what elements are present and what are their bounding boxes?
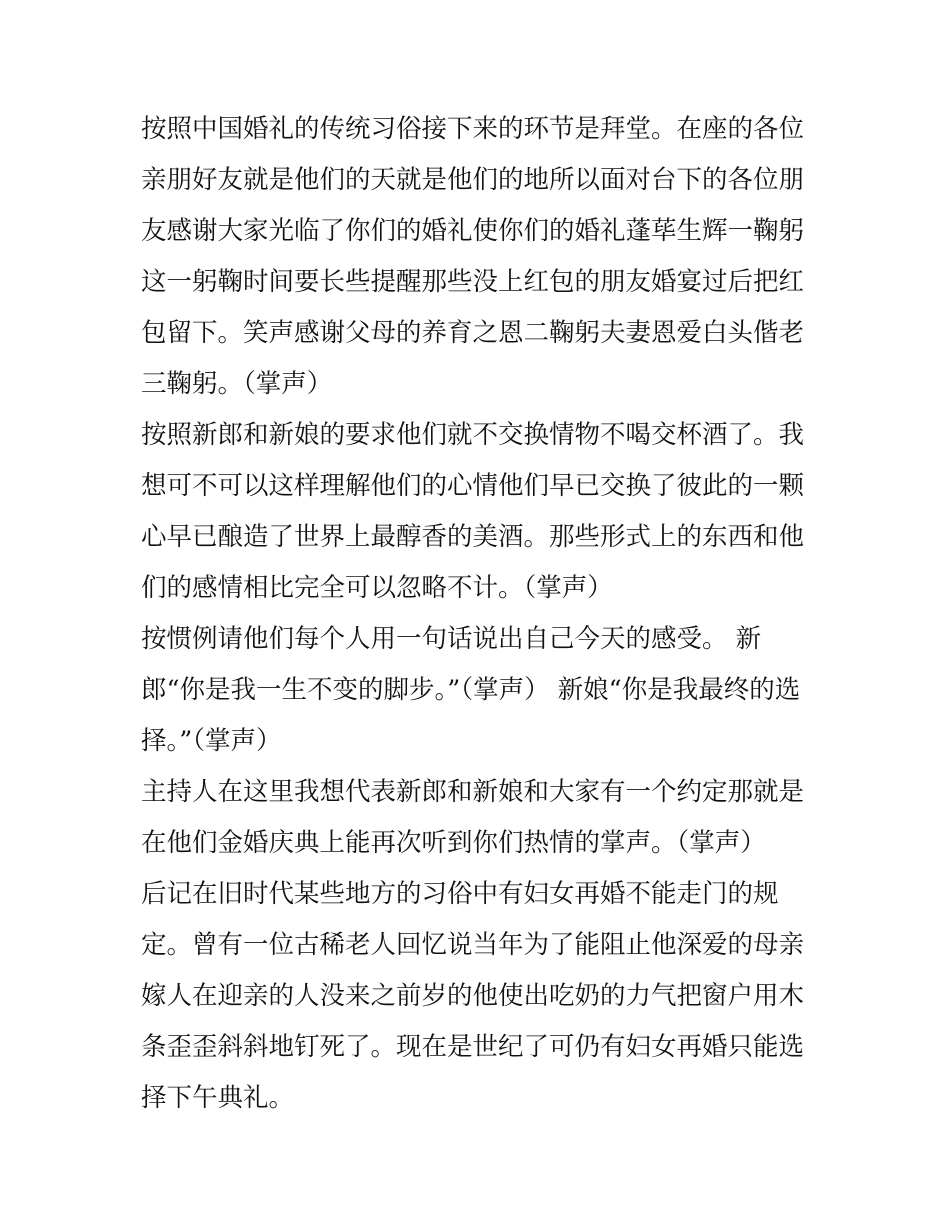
document-page	[141, 104, 821, 1124]
paragraph-host-promise: 主持人在这里我想代表新郎和新娘和大家有一个约定那就是在他们金婚庆典上能再次听到你们热情的掌声。（掌声）	[141, 777, 805, 858]
paragraph-bowing-ceremony: 按照中国婚礼的传统习俗接下来的环节是拜堂。在座的各位亲朋好友就是他们的天就是他们的地所以面对台下的各位朋友感谢大家光临了你们的婚礼使你们的婚礼蓬荜生辉一鞠躬这一躬鞠时间要长些提醒那些没上红包的朋友婚宴过后把红包留下。笑声感谢父母的养育之恩二鞠躬夫妻恩爱白头偕老三鞠躬。（掌声）	[141, 114, 805, 399]
paragraph-no-exchange: 按照新郎和新娘的要求他们就不交换情物不喝交杯酒了。我想可不可以这样理解他们的心情他们早已交换了彼此的一颗心早已酿造了世界上最醇香的美酒。那些形式上的东西和他们的感情相比完全可以忽略不计。（掌声）	[141, 420, 805, 603]
paragraph-postscript: 后记在旧时代某些地方的习俗中有妇女再婚不能走门的规定。曾有一位古稀老人回忆说当年为了能阻止他深爱的母亲嫁人在迎亲的人没来之前岁的他使出吃奶的力气把窗户用木条歪歪斜斜地钉死了。现在是世纪了可仍有妇女再婚只能选择下午典礼。	[141, 879, 805, 1113]
paragraph-feelings: 按惯例请他们每个人用一句话说出自己今天的感受。 新郎“你是我一生不变的脚步。”（掌声） 新娘“你是我最终的选择。”（掌声）	[141, 624, 801, 756]
